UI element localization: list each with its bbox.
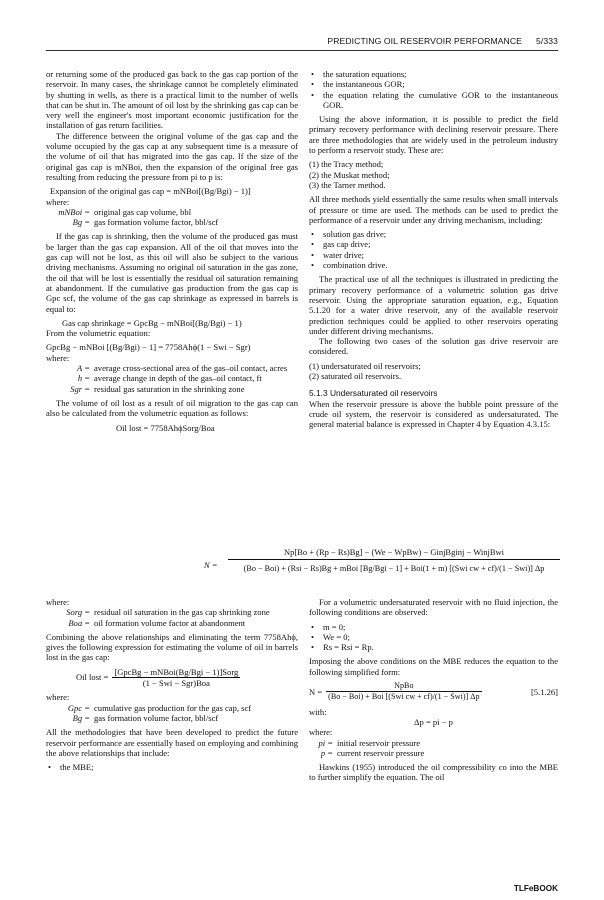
definition-item: A = average cross-sectional area of the gas–oil contact, acres [77, 363, 288, 374]
where-label: where: [46, 692, 70, 703]
definition-item: pi = initial reservoir pressure [318, 737, 421, 748]
definition-list [46, 207, 298, 228]
list-item: • We = 0; [309, 632, 558, 642]
paragraph: For a volumetric undersaturated reservoir with no fluid injection, the following conditions are observed: [309, 597, 558, 618]
paragraph: Using the above information, it is possible to predict the field primary recovery performance with declining reservoir pressure. There are three methodologies that are widely used in the petroleum industry to perform a reservoir study. These are: [309, 114, 558, 156]
equation-numerator: NpBo [326, 681, 481, 692]
equation-denominator: (Bo − Boi) + Boi [(Swi cw + cf)/(1 − Swi)] Δp [328, 692, 480, 702]
equation-lhs: N = [204, 560, 218, 570]
page-number: 5/333 [535, 36, 558, 46]
bullet-list [46, 762, 298, 772]
list-item: (3) the Tarner method. [309, 179, 386, 190]
paragraph: or returning some of the produced gas back to the gas cap portion of the reservoir. In many cases, the shrinkage cannot be completely eliminated by shutting in wells, as there is a practical limit to the number of wells that can be shut in. The amount of oil lost by the shrinking gas cap can be very well the engineer's most important economic justification for the installation of gas return facilities. [46, 69, 298, 131]
where-label: where: [46, 597, 70, 607]
definition-list [46, 703, 298, 724]
equation-volumetric: GpcBg − mNBoi [(Bg/Bgi) − 1] = 7758Ahϕ(1 − Swi − Sgr) [46, 342, 251, 353]
running-header [46, 36, 558, 51]
equation-numerator: Np[Bo + (Rp − Rs)Bg] − (We − WpBw) − GinjBginj − WinjBwi [283, 547, 505, 557]
right-column-lower [309, 597, 558, 783]
paragraph: All three methods yield essentially the same results when small intervals of pressure or time are used. The methods can be used to predict the performance of a reservoir under any driving mechanism, including: [309, 194, 558, 225]
paragraph: Combining the above relationships and eliminating the term 7758Ahϕ, gives the following expression for estimating the volume of oil in barrels lost in the gas cap: [46, 631, 298, 663]
definition-item: Sgr = residual gas saturation in the shrinking zone [70, 383, 245, 394]
list-item: • combination drive. [309, 260, 558, 270]
definition-item: h = average change in depth of the gas–oil contact, ft [77, 373, 262, 384]
definition-item: Bg = gas formation volume factor, bbl/scf [72, 217, 219, 228]
equation-oil-lost-combined [46, 667, 298, 689]
equation-gas-cap-shrinkage: Gas cap shrinkage = GpcBg − mNBoi[(Bg/Bgi) − 1) [62, 317, 242, 328]
equation-gas-cap-expansion: Expansion of the original gas cap = mNBoi[(Bg/Bgi) − 1)] [50, 186, 251, 197]
paragraph: If the gas cap is shrinking, then the volume of the produced gas must be larger than the gas cap expansion. All of the oil that moves into the gas cap will not be lost, as this oil will also be subject to the various driving mechanisms. Assuming no original oil saturation in the gas zone, the oil that will be lost is essentially the residual oil saturation remaining at abandonment. If the cumulative gas production from the gas cap is Gpc scf, the volume of the gas cap shrinkage as expressed in barrels is equal to: [46, 231, 298, 314]
bullet-list [309, 229, 558, 270]
equation-delta-p: Δp = pi − p [414, 716, 453, 727]
right-column [309, 69, 558, 430]
definition-list [309, 738, 558, 759]
equation-lhs: N = [309, 686, 323, 697]
definition-item: Bg = gas formation volume factor, bbl/scf [72, 712, 219, 723]
footer-watermark: TLFeBOOK [513, 884, 558, 893]
where-label: where: [46, 352, 70, 363]
definition-list [46, 363, 298, 394]
paragraph: The following two cases of the solution gas drive reservoir are considered. [309, 336, 558, 357]
list-item: (1) undersaturated oil reservoirs; [309, 360, 421, 371]
paragraph: The volume of oil lost as a result of oil migration to the gas cap can also be calculated from the volumetric equation as follows: [46, 397, 298, 419]
where-label: where: [46, 196, 70, 207]
left-column [46, 69, 298, 433]
definition-list [46, 607, 298, 628]
equation-denominator: (1 − Swi − Sgr)Boa [142, 678, 210, 689]
equation-denominator: (Bo − Boi) + (Rsi − Rs)Bg + mBoi [Bg/Bgi − 1] + Boi(1 + m) [(Swi cw + cf)/(1 − Swi)] Δp [243, 564, 545, 573]
bullet-list [309, 69, 558, 110]
list-item: • solution gas drive; [309, 229, 558, 239]
section-heading: 5.1.3 Undersaturated oil reservoirs [309, 388, 438, 399]
paragraph: Imposing the above conditions on the MBE reduces the equation to the following simplified form: [309, 656, 558, 677]
where-label: where: [309, 727, 333, 738]
equation-number: [5.1.26] [530, 686, 558, 697]
list-item: • Rs = Rsi = Rp. [309, 642, 558, 652]
methods-list [309, 159, 558, 190]
equation-5-1-26 [309, 681, 558, 703]
list-item: (2) the Muskat method; [309, 169, 390, 180]
cases-list [309, 361, 558, 382]
paragraph: Hawkins (1955) introduced the oil compressibility co into the MBE to further simplify the equation. The oil [309, 762, 558, 783]
equation-lhs: Oil lost = [76, 672, 109, 683]
definition-item: Gpc = cumulative gas production for the gas cap, scf [67, 702, 252, 713]
paragraph: All the methodologies that have been developed to predict the future reservoir performance are essentially based on employing and combining the above relationships that include: [46, 727, 298, 758]
with-label: with: [309, 706, 327, 717]
definition-item: Sorg = residual oil saturation in the gas cap shrinking zone [66, 607, 270, 618]
list-item: • the instantaneous GOR; [309, 79, 558, 89]
paragraph: The practical use of all the techniques is illustrated in predicting the primary recovery performance of a volumetric solution gas drive reservoir. Using the appropriate saturation equation, e.g., Equation 5.1.20 for a water drive reservoir, any of the available reservoir prediction techniques could be applied to other reservoirs operating under different driving mechanisms. [309, 274, 558, 336]
list-item: • the MBE; [46, 762, 298, 772]
paragraph: The difference between the original volume of the gas cap and the volume occupied by the gas cap at any subsequent time is a measure of the volume of oil that has migrated into the gas cap. If the size of the original gas cap is mNBoi, then the expansion of the original free gas resulting from reducing the pressure from pi to p is: [46, 130, 298, 182]
list-item: (2) saturated oil reservoirs. [309, 371, 402, 382]
list-item: • gas cap drive; [309, 239, 558, 249]
list-item: (1) the Tracy method; [309, 159, 384, 170]
list-item: • the saturation equations; [309, 69, 558, 79]
list-item: • the equation relating the cumulative GOR to the instantaneous GOR. [309, 90, 558, 111]
list-item: • water drive; [309, 250, 558, 260]
definition-item: mNBoi = original gas cap volume, bbl [58, 206, 192, 217]
paragraph: From the volumetric equation: [46, 328, 151, 339]
list-item: • m = 0; [309, 622, 558, 632]
paragraph: When the reservoir pressure is above the bubble point pressure of the crude oil system, the reservoir is considered as undersaturated. The general material balance is expressed in Chapter 4 by Equation 4.3.15: [309, 398, 558, 430]
header-title: PREDICTING OIL RESERVOIR PERFORMANCE [327, 36, 522, 46]
bullet-list [309, 622, 558, 653]
definition-item: p = current reservoir pressure [320, 747, 425, 758]
equation-numerator: [GpcBg − mNBoi(Bg/Bgi − 1)]Sorg [114, 666, 239, 677]
equation-oil-lost: Oil lost = 7758AhϕSorg/Boa [116, 422, 215, 433]
left-column-lower [46, 597, 298, 772]
definition-item: Boa = oil formation volume factor at abandonment [68, 617, 246, 628]
